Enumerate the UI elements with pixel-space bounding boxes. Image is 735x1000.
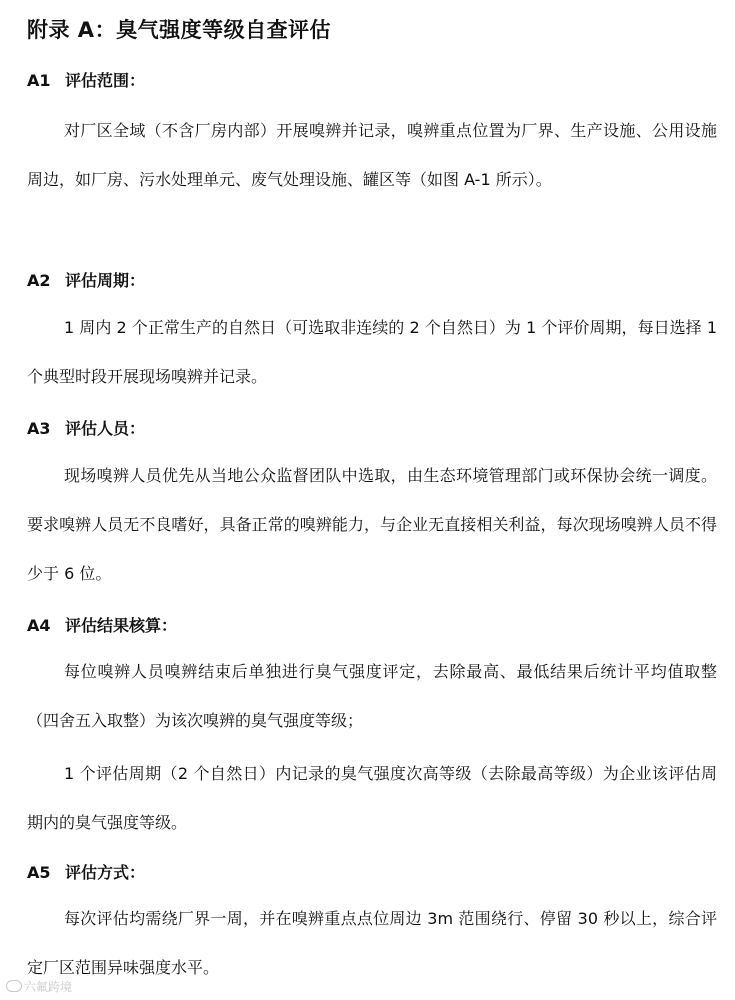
appendix-title: 附录 A：臭气强度等级自查评估	[27, 18, 332, 42]
section-number: A3	[27, 419, 51, 438]
watermark-text: 六氟跨境	[24, 980, 73, 994]
section-heading-text: 评估方式：	[65, 863, 146, 882]
section-heading-text: 评估范围：	[65, 71, 146, 90]
section-a2-paragraph-1: 1 周内 2 个正常生产的自然日（可选取非连续的 2 个自然日）为 1 个评价周期，每日选择 1 个典型时段开展现场嗅辨并记录。	[27, 318, 717, 386]
section-heading-a1	[27, 68, 145, 91]
section-heading-a3	[27, 416, 145, 439]
section-heading-text: 评估人员：	[65, 419, 146, 438]
section-number: A2	[27, 271, 51, 290]
section-a4-paragraph-1: 每位嗅辨人员嗅辨结束后单独进行臭气强度评定，去除最高、最低结果后统计平均值取整（四舍五入取整）为该次嗅辨的臭气强度等级；	[27, 662, 717, 730]
watermark	[6, 978, 72, 995]
section-heading-a2	[27, 268, 145, 291]
section-heading-a5	[27, 860, 145, 883]
section-a1-paragraph-1: 对厂区全域（不含厂房内部）开展嗅辨并记录，嗅辨重点位置为厂界、生产设施、公用设施周边，如厂房、污水处理单元、废气处理设施、罐区等（如图 A-1 所示）。	[27, 121, 717, 189]
section-number: A5	[27, 863, 51, 882]
section-a4-paragraph-2: 1 个评估周期（2 个自然日）内记录的臭气强度次高等级（去除最高等级）为企业该评估周期内的臭气强度等级。	[27, 764, 717, 832]
section-a5-paragraph-1: 每次评估均需绕厂界一周，并在嗅辨重点点位周边 3m 范围绕行、停留 30 秒以上，综合评定厂区范围异味强度水平。	[27, 909, 717, 977]
section-heading-text: 评估结果核算：	[65, 616, 178, 635]
section-heading-a4	[27, 613, 177, 636]
section-a3-paragraph-1: 现场嗅辨人员优先从当地公众监督团队中选取，由生态环境管理部门或环保协会统一调度。要求嗅辨人员无不良嗜好，具备正常的嗅辨能力，与企业无直接相关利益，每次现场嗅辨人员不得少于 6 位。	[27, 466, 717, 583]
section-number: A4	[27, 616, 51, 635]
section-heading-text: 评估周期：	[65, 271, 146, 290]
section-number: A1	[27, 71, 51, 90]
watermark-logo-icon	[6, 980, 22, 992]
